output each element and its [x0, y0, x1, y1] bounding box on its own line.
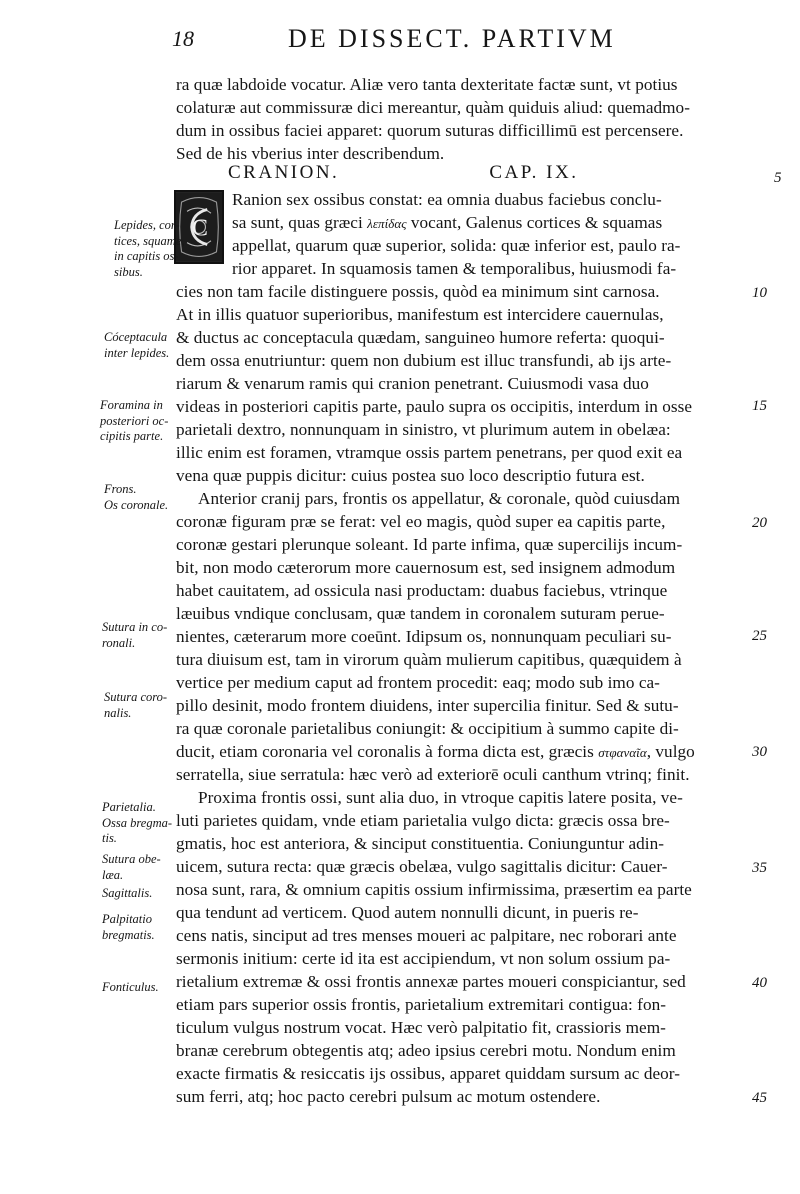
text-line: parietali dextro, nonnunquam in sinistro, vt plurimum autem in obelæa: — [176, 420, 671, 439]
line-number: 10 — [752, 285, 767, 301]
text-line: colaturæ aut commissuræ dici mereantur, quàm quiduis aliud: quemadmo- — [176, 98, 690, 117]
text-line: At in illis quatuor superioribus, manifestum est intercidere cauernulas, — [176, 305, 664, 324]
sidenote-palpitatio: Palpitatio bregmatis. — [102, 912, 155, 942]
chapter-heading — [228, 162, 578, 184]
text-line: uicem, sutura recta: quæ græcis obelæa, vulgo sagittalis dicitur: Cauer- — [176, 857, 668, 876]
text-line: habet cauitatem, ad ossicula nasi productam: duabus faciebus, vtrinque — [176, 581, 668, 600]
page-number: 18 — [172, 26, 194, 51]
sidenote-sagittalis: Sagittalis. — [102, 886, 153, 900]
text-line: sermonis initium: certe id ita est accipiendum, vt non solum ossium pa- — [176, 949, 671, 968]
greek-lepidas: λεπίδας — [367, 216, 407, 231]
line-number: 30 — [752, 744, 767, 760]
text-line: serratella, siue serratula: hæc verò ad exteriorē oculi canthum vtrinq; finit. — [176, 765, 690, 784]
text-line: & ductus ac conceptacula quædam, sanguineo humore referta: quoqui- — [176, 328, 665, 347]
sidenote-conceptacula: Cóceptacula inter lepides. — [104, 330, 170, 360]
text-line: tura diuisum est, tam in virorum quàm mulierum capitibus, quæquidem à — [176, 650, 682, 669]
text-line: pillo desinit, modo frontem diuidens, inter supercilia finitur. Sed & sutu- — [176, 696, 679, 715]
text-line: ticulum vulgus nostrum vocat. Hæc verò palpitatio fit, crassioris mem- — [176, 1018, 666, 1037]
text-line: nientes, cæterarum more coeūnt. Idipsum os, nonnunquam peculiari su- — [176, 627, 672, 646]
text-line: sa sunt, quas græci λεπίδας vocant, Galenus cortices & squamas — [232, 213, 663, 232]
text-line: branæ cerebrum obtegentis atq; adeo ipsius cerebri motu. Nondum enim — [176, 1041, 676, 1060]
text-line: gmatis, hoc est anteriora, & sinciput constituentia. Coniunguntur adin- — [176, 834, 665, 853]
sidenote-parietalia: Parietalia. Ossa bregma- tis. — [102, 800, 173, 845]
text-line: qua tendunt ad verticem. Quod autem nonnulli dicunt, in pueris re- — [176, 903, 639, 922]
line-number: 45 — [752, 1090, 767, 1106]
text-line: ducit, etiam coronaria vel coronalis à forma dicta est, græcis στφαναῖα, vulgo — [176, 742, 695, 761]
text-line: dum in ossibus faciei apparet: quorum suturas difficillimū est percensere. — [176, 121, 684, 140]
sidenote-foramina: Foramina in posteriori oc- cipitis parte. — [100, 398, 169, 443]
text-line: coronæ figuram præ se ferat: vel eo magis, quòd super ea capitis parte, — [176, 512, 666, 531]
line-number: 20 — [752, 515, 767, 531]
text-line: rior apparet. In squamosis tamen & temporalibus, huiusmodi fa- — [232, 259, 677, 278]
sidenote-sutura-coronalis: Sutura coro- nalis. — [104, 690, 168, 720]
text-line: vena quæ puppis dicitur: cuius postea suo loco descriptio futura est. — [176, 466, 645, 485]
text-line: Ranion sex ossibus constat: ea omnia duabus faciebus conclu- — [232, 190, 662, 209]
line-number: 40 — [752, 975, 767, 991]
sidenote-sutura-obelaea: Sutura obe- læa. — [102, 852, 161, 882]
sidenote-lepides: Lepides, cor- tices, squame, in capitis os- sibus. — [114, 218, 185, 279]
text-line: cens natis, sinciput ad tres menses moueri ac palpitare, nec roborari ante — [176, 926, 677, 945]
text-line: exacte firmatis & resiccatis ijs ossibus, apparet quiddam sursum ac deor- — [176, 1064, 680, 1083]
text-line: coronæ gestari plerunque soleant. Id parte infima, quæ supercilijs incum- — [176, 535, 683, 554]
line-number: 5 — [774, 170, 782, 186]
text-line: luti parietes quidam, vnde etiam parietalia vulgo dicta: græcis ossa bre- — [176, 811, 670, 830]
text-line: videas in posteriori capitis parte, paulo supra os occipitis, interdum in osse — [176, 397, 693, 416]
line-number: 15 — [752, 398, 767, 414]
initial-letter: C — [191, 215, 208, 242]
text-line: appellat, quarum quæ superior, solida: quæ inferior est, paulo ra- — [232, 236, 681, 255]
sidenote-sutura-in-coronali: Sutura in co- ronali. — [102, 620, 168, 650]
text-line: vertice per medium caput ad frontem procedit: eaq; modo sub imo ca- — [176, 673, 660, 692]
greek-stephanaia: στφαναῖα — [598, 745, 647, 760]
sidenote-fonticulus: Fonticulus. — [102, 980, 159, 994]
text-line: sum ferri, atq; hoc pacto cerebri pulsum ac motum ostendere. — [176, 1087, 601, 1106]
text-line: etiam pars superior ossis frontis, parietalium extremitari contigua: fon- — [176, 995, 667, 1014]
text-line: ra quæ labdoide vocatur. Aliæ vero tanta dexteritate factæ sunt, vt potius — [176, 75, 678, 94]
text-line: læuibus vndique conclusam, quæ tandem in coronalem suturam perue- — [176, 604, 665, 623]
line-number: 35 — [752, 860, 767, 876]
text-line: Proxima frontis ossi, sunt alia duo, in vtroque capitis latere posita, ve- — [198, 788, 683, 807]
text-line: dem ossa enutriuntur: quem non dubium est illuc transfundi, ab ijs arte- — [176, 351, 672, 370]
text-line: illic enim est foramen, vtramque ossis partem penetrans, per quod exit ea — [176, 443, 683, 462]
running-title: DE DISSECT. PARTIVM — [288, 24, 616, 53]
sidenote-frons: Frons. Os coronale. — [104, 482, 169, 512]
text-line: nosa sunt, rara, & omnium capitis ossium infirmissima, præsertim ea parte — [176, 880, 692, 899]
text-line: rietalium extremæ & ossi frontis annexæ partes moueri conspiciantur, sed — [176, 972, 686, 991]
line-number: 25 — [752, 628, 767, 644]
text-line: bit, non modo cæterorum more cauernosum est, sed insignem admodum — [176, 558, 676, 577]
text-line: riarum & venarum ramis qui cranion penetrant. Cuiusmodi vasa duo — [176, 374, 649, 393]
text-line: Sed de his vberius inter describendum. — [176, 144, 445, 163]
chapter-number: CAP. IX. — [489, 162, 579, 183]
text-line: ra quæ coronale parietalibus coniungit: & occipitium à summo capite di- — [176, 719, 679, 738]
text-line: Anterior cranij pars, frontis os appellatur, & coronale, quòd cuiusdam — [198, 489, 681, 508]
chapter-title: CRANION. — [228, 162, 340, 183]
text-line: cies non tam facile distinguere possis, quòd ea minimum sint carnosa. — [176, 282, 660, 301]
